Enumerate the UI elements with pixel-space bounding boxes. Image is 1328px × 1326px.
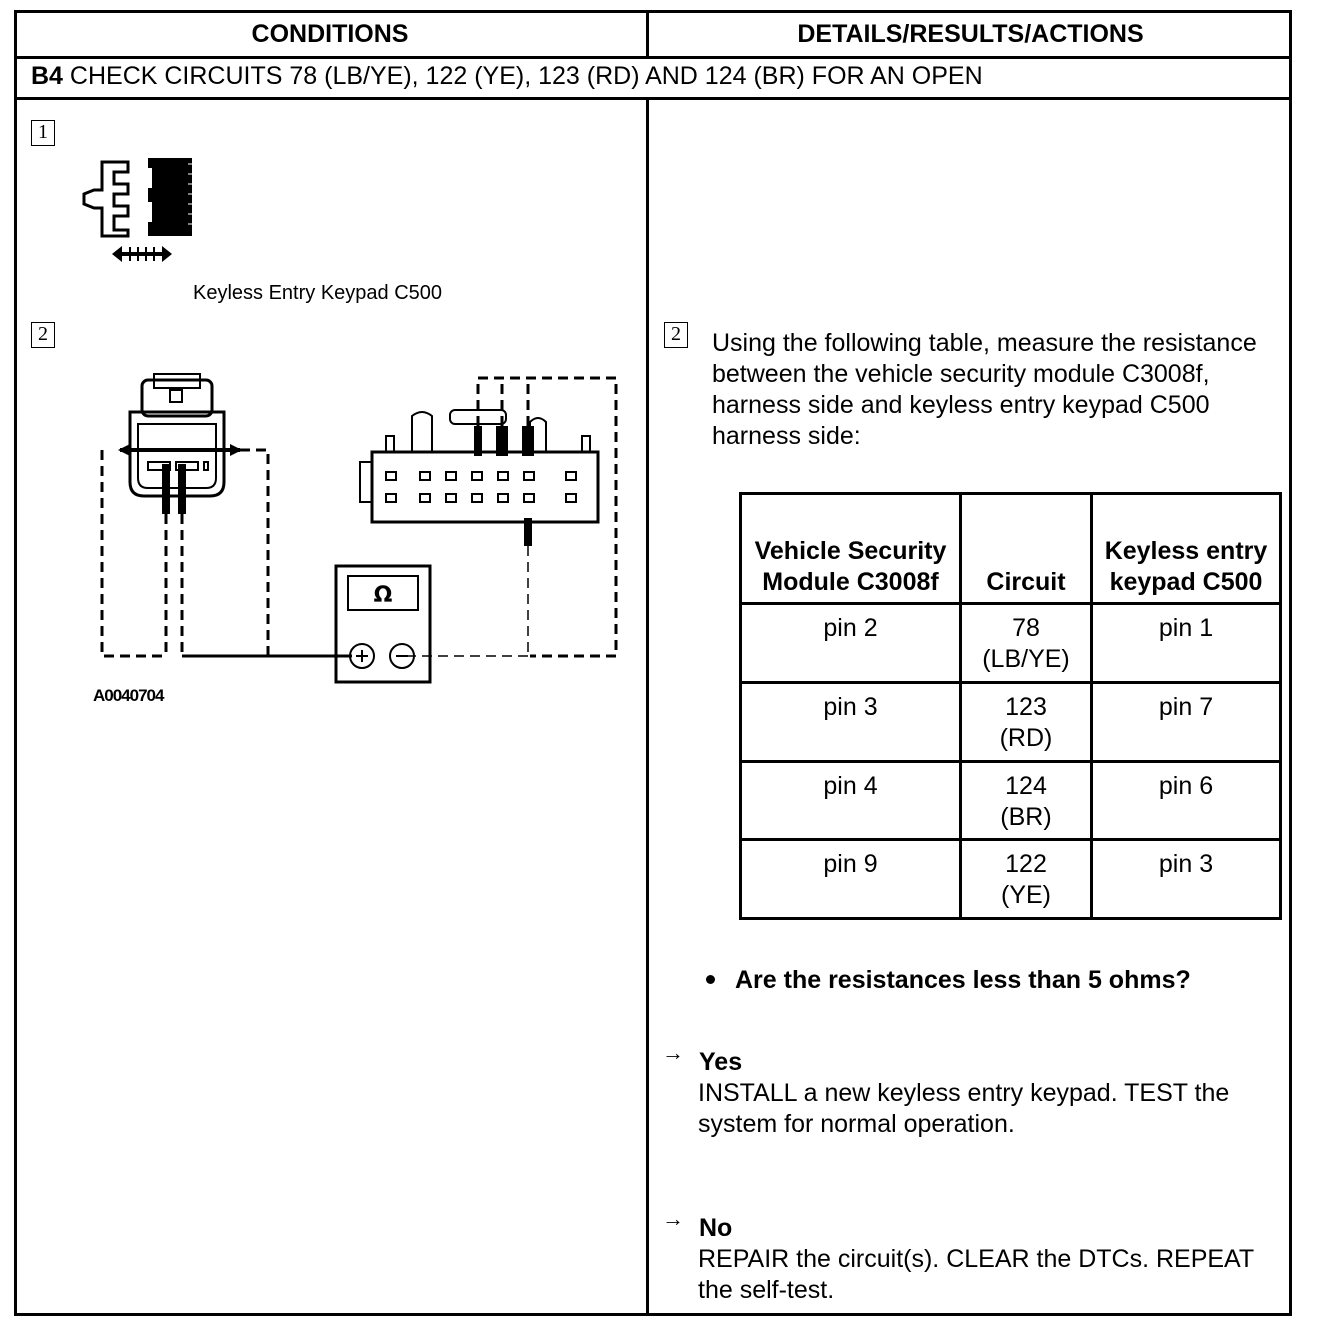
resistance-measurement-diagram bbox=[90, 372, 630, 692]
circuit-number: 122 bbox=[1005, 850, 1047, 879]
no-action: REPAIR the circuit(s). CLEAR the DTCs. REPEAT the self-test. bbox=[698, 1245, 1254, 1304]
circuit-cell bbox=[961, 604, 1092, 683]
yes-label: Yes bbox=[699, 1048, 743, 1076]
step-title bbox=[31, 62, 983, 91]
no-label: No bbox=[699, 1214, 733, 1242]
figure-id: A0040704 bbox=[93, 686, 164, 705]
circuit-color: (LB/YE) bbox=[982, 645, 1070, 673]
circuit-number: 123 bbox=[1005, 692, 1047, 721]
step-title-text: CHECK CIRCUITS 78 (LB/YE), 122 (YE), 123 (RD) AND 124 (BR) FOR AN OPEN bbox=[69, 62, 983, 90]
substep-2-box-left: 2 bbox=[31, 322, 55, 348]
ohm-symbol: Ω bbox=[373, 583, 393, 608]
instruction-text: Using the following table, measure the resistance between the vehicle security module C3008f, harness side and keyless entry keypad C500 harness side: bbox=[712, 329, 1257, 450]
circuit-cell bbox=[961, 840, 1092, 919]
keypad-pin: pin 7 bbox=[1092, 682, 1281, 761]
circuit-color: (BR) bbox=[1000, 802, 1052, 831]
module-pin: pin 9 bbox=[741, 840, 961, 919]
no-arrow-icon: → bbox=[662, 1206, 684, 1231]
circuit-cell bbox=[961, 682, 1092, 761]
question-text: Are the resistances less than 5 ohms? bbox=[735, 966, 1191, 994]
circuit-color: (YE) bbox=[1001, 881, 1051, 910]
circuit-cell bbox=[961, 761, 1092, 840]
keypad-connector-caption: Keyless Entry Keypad C500 bbox=[193, 282, 443, 304]
header-divider bbox=[14, 56, 1292, 59]
title-divider bbox=[14, 97, 1292, 100]
table-header-keypad: Keyless entry keypad C500 bbox=[1092, 494, 1281, 604]
substep-2-box-right: 2 bbox=[664, 322, 688, 348]
substep-1-box: 1 bbox=[31, 120, 55, 146]
circuit-number: 78 bbox=[1012, 614, 1040, 642]
table-row bbox=[741, 761, 1281, 840]
details-header: DETAILS/RESULTS/ACTIONS bbox=[797, 20, 1144, 48]
module-pin: pin 2 bbox=[741, 604, 961, 683]
table-row bbox=[741, 604, 1281, 683]
bullet-dot bbox=[706, 975, 715, 984]
table-header-module: Vehicle Security Module C3008f bbox=[741, 494, 961, 604]
disconnect-connector-icon bbox=[80, 150, 200, 268]
keypad-pin: pin 1 bbox=[1092, 604, 1281, 683]
circuit-color: (RD) bbox=[999, 723, 1053, 752]
step-id: B4 bbox=[31, 62, 63, 90]
circuit-number: 124 bbox=[1005, 771, 1047, 800]
table-header-circuit: Circuit bbox=[961, 494, 1092, 604]
yes-arrow-icon: → bbox=[662, 1040, 684, 1065]
yes-action: INSTALL a new keyless entry keypad. TEST the system for normal operation. bbox=[698, 1079, 1230, 1138]
question-bullet bbox=[706, 966, 1191, 995]
conditions-header: CONDITIONS bbox=[251, 20, 409, 48]
keypad-pin: pin 6 bbox=[1092, 761, 1281, 840]
body-column-divider bbox=[646, 98, 649, 1316]
table-row bbox=[741, 682, 1281, 761]
table-row bbox=[741, 840, 1281, 919]
resistance-table bbox=[739, 492, 1282, 920]
module-pin: pin 3 bbox=[741, 682, 961, 761]
keypad-pin: pin 3 bbox=[1092, 840, 1281, 919]
module-pin: pin 4 bbox=[741, 761, 961, 840]
